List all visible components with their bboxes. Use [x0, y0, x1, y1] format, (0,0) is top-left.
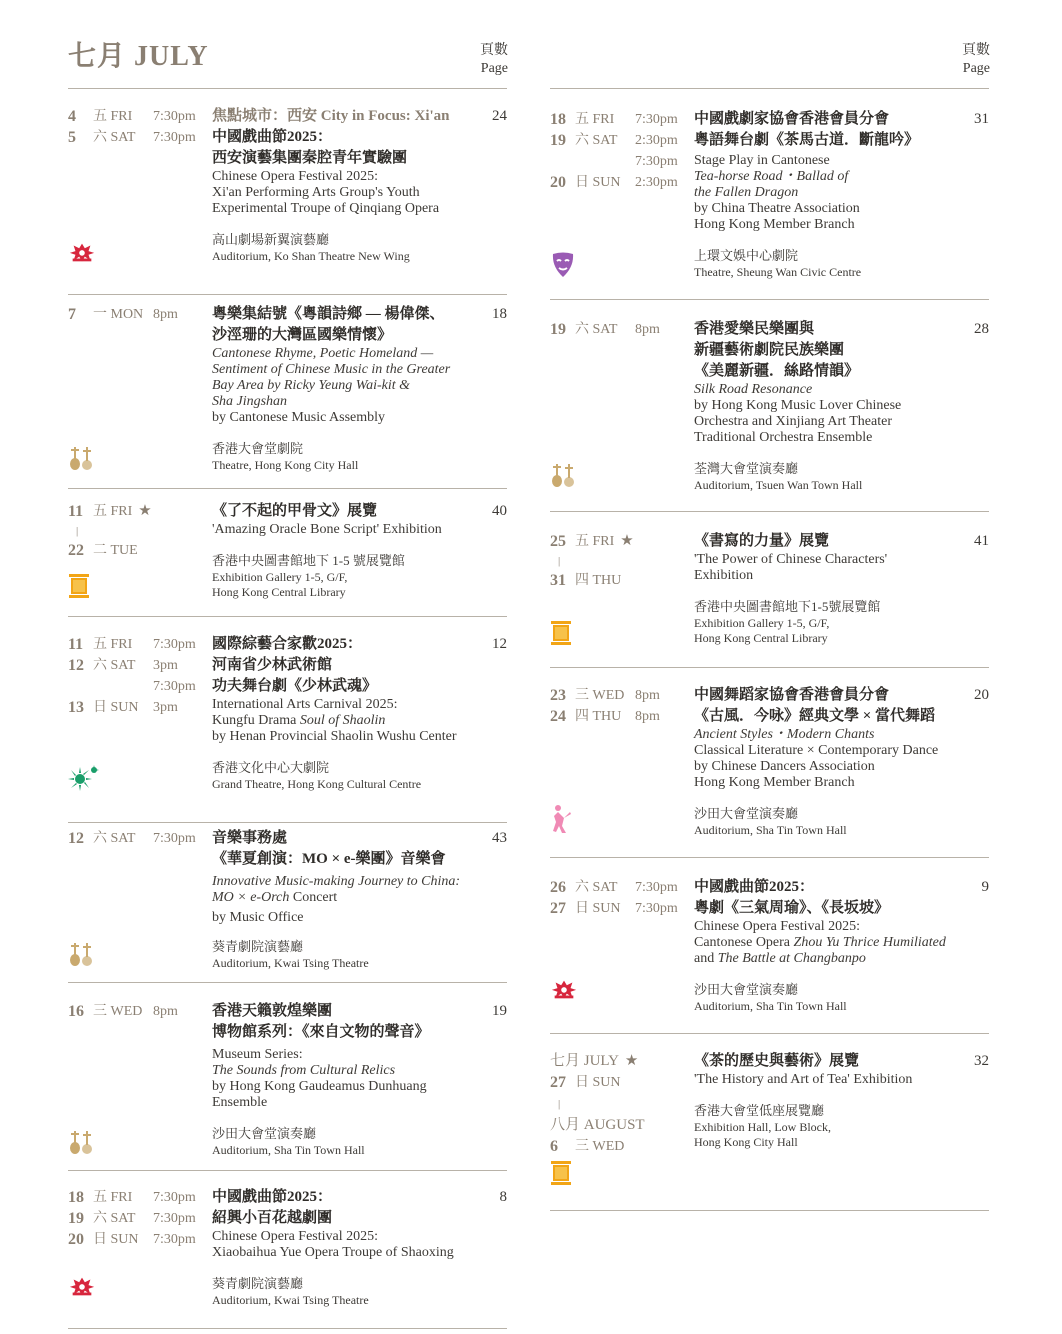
event-presenter: Orchestra and Xinjiang Art Theater	[694, 414, 893, 429]
event-title-en: 'Amazing Oracle Bone Script' Exhibition	[212, 522, 442, 537]
date-number: 19	[550, 132, 566, 149]
event-title-en: 'The History and Art of Tea' Exhibition	[694, 1072, 913, 1087]
left-column	[68, 88, 507, 1328]
venue-zh: 荃灣大會堂演奏廳	[694, 461, 799, 476]
opera-icon	[68, 241, 96, 263]
venue-zh: 沙田大會堂演奏廳	[212, 1126, 317, 1141]
event-venue	[212, 1125, 482, 1158]
date-number: 19	[550, 321, 566, 338]
event-presenter: by Hong Kong Gaudeamus Dunhuang	[212, 1079, 427, 1094]
page-label-zh: 頁數	[480, 43, 508, 58]
venue-en: Exhibition Hall, Low Block,	[694, 1120, 831, 1134]
event-venue	[212, 759, 482, 792]
music-instrument-icon	[68, 445, 94, 471]
venue-zh: 香港大會堂低座展覽廳	[694, 1103, 825, 1118]
star-icon: ★	[138, 503, 152, 519]
date-number: 6	[550, 1138, 558, 1155]
page-number[interactable]: 31	[974, 111, 989, 127]
venue-en: Auditorium, Kwai Tsing Theatre	[212, 956, 369, 970]
event-presenter: by Henan Provincial Shaolin Wushu Center	[212, 729, 457, 744]
event-venue	[212, 440, 482, 473]
event-title-en: Ancient Styles・Modern Chants	[694, 727, 875, 742]
event-content	[694, 319, 964, 493]
event-title-zh: 國際綜藝合家歡2025：	[212, 636, 363, 652]
event-content	[212, 106, 482, 264]
date-weekday: 日 SUN	[575, 175, 621, 190]
event-venue	[694, 460, 964, 493]
event-venue	[694, 981, 964, 1014]
event-entry[interactable]	[68, 983, 507, 1171]
event-venue	[212, 231, 482, 264]
event-venue	[694, 598, 964, 646]
page-label-en: Page	[480, 61, 508, 76]
page-column-header-right	[942, 42, 990, 78]
page-number[interactable]: 8	[499, 1189, 507, 1205]
event-title-zh: 新疆藝術劇院民族樂團	[694, 342, 845, 358]
page-title: 七月 JULY	[68, 41, 209, 72]
event-title-zh: 香港愛樂民樂團與	[694, 321, 815, 337]
event-title-zh: 中國舞蹈家協會香港會員分會	[694, 687, 890, 703]
event-dates	[68, 1187, 213, 1250]
page-number[interactable]: 24	[492, 108, 507, 124]
event-title-zh: 中國戲曲節2025：	[694, 879, 815, 895]
date-number: 25	[550, 533, 566, 550]
event-dates	[68, 828, 213, 849]
page-number[interactable]: 43	[492, 830, 507, 846]
event-venue	[212, 552, 482, 600]
event-content	[694, 1051, 964, 1150]
date-number: 27	[550, 1074, 566, 1091]
event-title-en: Sentiment of Chinese Music in the Greater	[212, 362, 451, 377]
date-number: 16	[68, 1003, 84, 1020]
event-dates	[550, 531, 695, 591]
event-entry[interactable]	[68, 823, 507, 983]
event-content	[694, 531, 964, 646]
date-weekday: 日 SUN	[93, 700, 139, 715]
right-column	[550, 88, 989, 1210]
event-presenter: Ensemble	[212, 1095, 268, 1110]
event-content	[694, 877, 964, 1014]
event-time: 7:30pm	[153, 831, 196, 846]
event-title-en: the Fallen Dragon	[694, 185, 799, 200]
event-title-en: Cantonese Rhyme, Poetic Homeland —	[212, 346, 434, 361]
event-presenter: by Cantonese Music Assembly	[212, 410, 386, 425]
event-presenter: by China Theatre Association	[694, 201, 860, 216]
date-weekday: 六 SAT	[93, 831, 136, 846]
venue-zh: 沙田大會堂演奏廳	[694, 982, 799, 997]
event-title-zh: 粵語舞台劇《茶馬古道．斷龍吟》	[694, 132, 920, 148]
event-content	[212, 304, 482, 473]
event-entry[interactable]	[68, 1171, 507, 1329]
page-number[interactable]: 40	[492, 503, 507, 519]
date-number: 4	[68, 108, 76, 125]
venue-zh: 香港中央圖書館地下 1-5 號展覽館	[212, 553, 405, 568]
page-number[interactable]: 9	[981, 879, 989, 895]
date-weekday: 三 WED	[93, 1004, 143, 1019]
dance-icon	[550, 804, 572, 834]
exhibition-icon	[550, 1160, 572, 1186]
event-dates	[550, 1051, 695, 1157]
event-time: 8pm	[635, 322, 660, 337]
event-title-en: MO × e-Orch Concert	[212, 890, 338, 905]
exhibition-icon	[550, 620, 572, 646]
event-presenter: by Music Office	[212, 910, 304, 925]
event-title-en: Stage Play in Cantonese	[694, 153, 830, 168]
page-number[interactable]: 28	[974, 321, 989, 337]
event-title-zh: 中國戲曲節2025：	[212, 129, 333, 145]
event-title-zh: 《茶的歷史與藝術》展覽	[694, 1053, 860, 1069]
opera-icon	[68, 1275, 96, 1297]
date-number: 24	[550, 708, 566, 725]
event-title-zh: 功夫舞台劇《少林武魂》	[212, 678, 378, 694]
event-entry[interactable]	[550, 300, 989, 512]
date-number: 23	[550, 687, 566, 704]
venue-en: Auditorium, Kwai Tsing Theatre	[212, 1293, 369, 1307]
event-dates	[68, 1001, 213, 1022]
event-venue	[694, 805, 964, 838]
venue-en: Hong Kong Central Library	[694, 631, 828, 645]
event-title-en: Xi'an Performing Arts Group's Youth	[212, 185, 420, 200]
event-title-zh: 焦點城市：西安 City in Focus: Xi'an	[212, 108, 450, 124]
page-number[interactable]: 20	[974, 687, 989, 703]
event-title-en: and The Battle at Changbanpo	[694, 951, 866, 966]
event-title-en: 'The Power of Chinese Characters'	[694, 552, 888, 567]
venue-zh: 葵青劇院演藝廳	[212, 939, 304, 954]
date-weekday: 四 THU	[575, 573, 622, 588]
event-entry[interactable]	[550, 89, 989, 300]
date-range-divider: |	[76, 525, 79, 537]
star-icon: ★	[620, 533, 634, 549]
event-dates	[68, 304, 213, 325]
event-dates	[68, 634, 213, 718]
venue-zh: 香港大會堂劇院	[212, 441, 304, 456]
date-weekday: 六 SAT	[93, 658, 136, 673]
event-title-en: Bay Area by Ricky Yeung Wai-kit &	[212, 378, 411, 393]
event-time: 7:30pm	[153, 679, 196, 694]
event-time: 8pm	[635, 688, 660, 703]
date-number: 18	[550, 111, 566, 128]
event-content	[212, 1187, 482, 1308]
event-dates	[68, 501, 213, 561]
event-time: 8pm	[635, 709, 660, 724]
venue-zh: 香港文化中心大劇院	[212, 760, 330, 775]
event-title-en: Chinese Opera Festival 2025:	[694, 919, 861, 934]
event-content	[212, 501, 482, 600]
venue-en: Auditorium, Ko Shan Theatre New Wing	[212, 249, 410, 263]
event-title-zh: 中國戲曲節2025：	[212, 1189, 333, 1205]
date-range-divider: |	[558, 1098, 561, 1110]
venue-en: Theatre, Hong Kong City Hall	[212, 458, 359, 472]
event-title-zh: 《華夏創演：MO × e-樂團》音樂會	[212, 851, 446, 867]
venue-zh: 上環文娛中心劇院	[694, 248, 799, 263]
event-time: 2:30pm	[635, 133, 678, 148]
exhibition-icon	[68, 573, 90, 599]
venue-zh: 葵青劇院演藝廳	[212, 1276, 304, 1291]
date-number: 22	[68, 542, 84, 559]
date-number: 31	[550, 572, 566, 589]
date-number: 12	[68, 657, 84, 674]
event-time: 7:30pm	[635, 154, 678, 169]
event-time: 7:30pm	[635, 880, 678, 895]
event-title-en: Xiaobaihua Yue Opera Troupe of Shaoxing	[212, 1245, 454, 1260]
event-entry[interactable]	[68, 295, 507, 489]
date-weekday: 四 THU	[575, 709, 622, 724]
date-number: 12	[68, 830, 84, 847]
date-weekday: 五 FRI	[93, 109, 133, 124]
event-title-zh: 《古風．今咏》經典文學 × 當代舞蹈	[694, 708, 936, 724]
date-range-divider: |	[558, 555, 561, 567]
event-content	[212, 828, 482, 971]
date-number: 11	[68, 503, 84, 520]
month-label: 八月 AUGUST	[550, 1117, 645, 1133]
event-title-en: Innovative Music-making Journey to China:	[212, 874, 461, 889]
event-venue	[694, 247, 964, 280]
event-title-en: Exhibition	[694, 568, 754, 583]
venue-zh: 高山劇場新翼演藝廳	[212, 232, 330, 247]
venue-en: Exhibition Gallery 1-5, G/F,	[694, 616, 830, 630]
event-title-zh: 西安演藝集團秦腔青年實驗團	[212, 150, 408, 166]
event-entry[interactable]	[550, 512, 989, 668]
event-entry[interactable]	[550, 1034, 989, 1211]
date-weekday: 六 SAT	[93, 130, 136, 145]
date-weekday: 三 WED	[575, 1139, 625, 1154]
date-weekday: 六 SAT	[575, 322, 618, 337]
event-entry[interactable]	[68, 89, 507, 295]
date-weekday: 五 FRI	[93, 1190, 133, 1205]
event-title-zh: 《書寫的力量》展覽	[694, 533, 830, 549]
event-title-en: Classical Literature × Contemporary Dance	[694, 743, 939, 758]
event-entry[interactable]	[550, 668, 989, 858]
event-time: 7:30pm	[153, 130, 196, 145]
date-number: 13	[68, 699, 84, 716]
event-presenter: Hong Kong Member Branch	[694, 217, 855, 232]
event-time: 8pm	[153, 1004, 178, 1019]
venue-zh: 沙田大會堂演奏廳	[694, 806, 799, 821]
page-label-en: Page	[962, 61, 990, 76]
date-weekday: 日 SUN	[575, 901, 621, 916]
event-title-en: Kungfu Drama Soul of Shaolin	[212, 713, 386, 728]
month-label: 七月 JULY ★	[550, 1051, 638, 1072]
date-weekday: 五 FRI	[93, 637, 133, 652]
event-time: 8pm	[153, 307, 178, 322]
opera-icon	[550, 978, 578, 1000]
event-title-en: Chinese Opera Festival 2025:	[212, 1229, 379, 1244]
event-time: 7:30pm	[635, 901, 678, 916]
event-venue	[212, 1275, 482, 1308]
event-title-zh: 紹興小百花越劇團	[212, 1210, 333, 1226]
date-weekday: 五 FRI	[575, 112, 615, 127]
event-title-zh: 香港天籟敦煌樂團	[212, 1003, 333, 1019]
event-title-en: Sha Jingshan	[212, 394, 288, 409]
event-time: 7:30pm	[153, 109, 196, 124]
event-title-zh: 《美麗新疆．絲路情韻》	[694, 363, 860, 379]
date-number: 7	[68, 306, 76, 323]
event-title-zh: 沙涇珊的大灣區國樂情懷》	[212, 327, 393, 343]
page-label-zh: 頁數	[962, 43, 990, 58]
music-instrument-icon	[68, 941, 94, 967]
page-column-header-left	[460, 42, 508, 78]
event-entry[interactable]	[68, 617, 507, 823]
event-dates	[68, 106, 213, 148]
event-time: 7:30pm	[153, 1190, 196, 1205]
page-number[interactable]: 32	[974, 1053, 989, 1069]
event-title-en: Tea-horse Road・Ballad of	[694, 169, 849, 184]
event-entry[interactable]	[68, 489, 507, 617]
date-number: 26	[550, 879, 566, 896]
event-time: 3pm	[153, 700, 178, 715]
event-time: 7:30pm	[153, 1232, 196, 1247]
page-number[interactable]: 41	[974, 533, 989, 549]
event-title-zh: 博物館系列：《來自文物的聲音》	[212, 1024, 430, 1040]
event-title-en: Silk Road Resonance	[694, 382, 813, 397]
event-dates	[550, 877, 695, 919]
page-number[interactable]: 12	[492, 636, 507, 652]
event-content	[212, 634, 482, 792]
event-title-en: Cantonese Opera Zhou Yu Thrice Humiliated	[694, 935, 946, 950]
event-content	[694, 685, 964, 838]
event-title-en: International Arts Carnival 2025:	[212, 697, 398, 712]
date-weekday: 日 SUN	[93, 1232, 139, 1247]
event-presenter: Traditional Orchestra Ensemble	[694, 430, 873, 445]
event-time: 2:30pm	[635, 175, 678, 190]
event-title-zh: 粵樂集結號《粵韻詩鄉 — 楊偉傑、	[212, 306, 445, 322]
event-title-en: The Sounds from Cultural Relics	[212, 1063, 396, 1078]
event-time: 7:30pm	[153, 1211, 196, 1226]
venue-en: Grand Theatre, Hong Kong Cultural Centre	[212, 777, 422, 791]
event-time: 7:30pm	[153, 637, 196, 652]
date-number: 27	[550, 900, 566, 917]
theatre-mask-icon	[550, 251, 576, 279]
date-weekday: 六 SAT	[575, 133, 618, 148]
venue-en: Auditorium, Sha Tin Town Hall	[694, 823, 847, 837]
date-number: 5	[68, 129, 76, 146]
event-title-zh: 音樂事務處	[212, 830, 288, 846]
star-icon: ★	[624, 1053, 639, 1069]
date-weekday: 二 TUE	[93, 543, 138, 558]
event-dates	[550, 685, 695, 727]
event-presenter: by Chinese Dancers Association	[694, 759, 875, 774]
event-dates	[550, 109, 695, 193]
date-weekday: 一 MON	[93, 307, 144, 322]
date-weekday: 日 SUN	[575, 1075, 621, 1090]
music-instrument-icon	[68, 1129, 94, 1155]
date-number: 19	[68, 1210, 84, 1227]
event-content	[212, 1001, 482, 1158]
event-title-en: Museum Series:	[212, 1047, 303, 1062]
event-presenter: by Hong Kong Music Lover Chinese	[694, 398, 902, 413]
venue-en: Auditorium, Tsuen Wan Town Hall	[694, 478, 863, 492]
event-venue	[694, 1102, 964, 1150]
event-time: 3pm	[153, 658, 178, 673]
event-time: 7:30pm	[635, 112, 678, 127]
date-number: 18	[68, 1189, 84, 1206]
venue-en: Hong Kong City Hall	[694, 1135, 798, 1149]
carnival-icon	[68, 765, 100, 791]
event-dates	[550, 319, 695, 340]
event-title-zh: 《了不起的甲骨文》展覽	[212, 503, 378, 519]
date-number: 20	[550, 174, 566, 191]
event-title-zh: 粵劇《三氣周瑜》、《長坂坡》	[694, 900, 890, 916]
event-presenter: Hong Kong Member Branch	[694, 775, 855, 790]
date-number: 11	[68, 636, 84, 653]
event-venue	[212, 938, 482, 971]
event-title-zh: 河南省少林武術館	[212, 657, 333, 673]
venue-zh: 香港中央圖書館地下1-5號展覽館	[694, 599, 881, 614]
venue-en: Exhibition Gallery 1-5, G/F,	[212, 570, 348, 584]
event-title-en: Chinese Opera Festival 2025:	[212, 169, 379, 184]
event-content	[694, 109, 964, 280]
date-number: 20	[68, 1231, 84, 1248]
event-title-zh: 中國戲劇家協會香港會員分會	[694, 111, 890, 127]
event-entry[interactable]	[550, 858, 989, 1034]
date-weekday: 六 SAT	[93, 1211, 136, 1226]
page-number[interactable]: 19	[492, 1003, 507, 1019]
venue-en: Auditorium, Sha Tin Town Hall	[694, 999, 847, 1013]
page-number[interactable]: 18	[492, 306, 507, 322]
event-title-en: Experimental Troupe of Qinqiang Opera	[212, 201, 440, 216]
date-weekday: 五 FRI ★	[93, 501, 152, 522]
date-weekday: 三 WED	[575, 688, 625, 703]
venue-en: Theatre, Sheung Wan Civic Centre	[694, 265, 862, 279]
venue-en: Hong Kong Central Library	[212, 585, 346, 599]
date-weekday: 六 SAT	[575, 880, 618, 895]
date-weekday: 五 FRI ★	[575, 531, 634, 552]
venue-en: Auditorium, Sha Tin Town Hall	[212, 1143, 365, 1157]
music-instrument-icon	[550, 462, 576, 488]
